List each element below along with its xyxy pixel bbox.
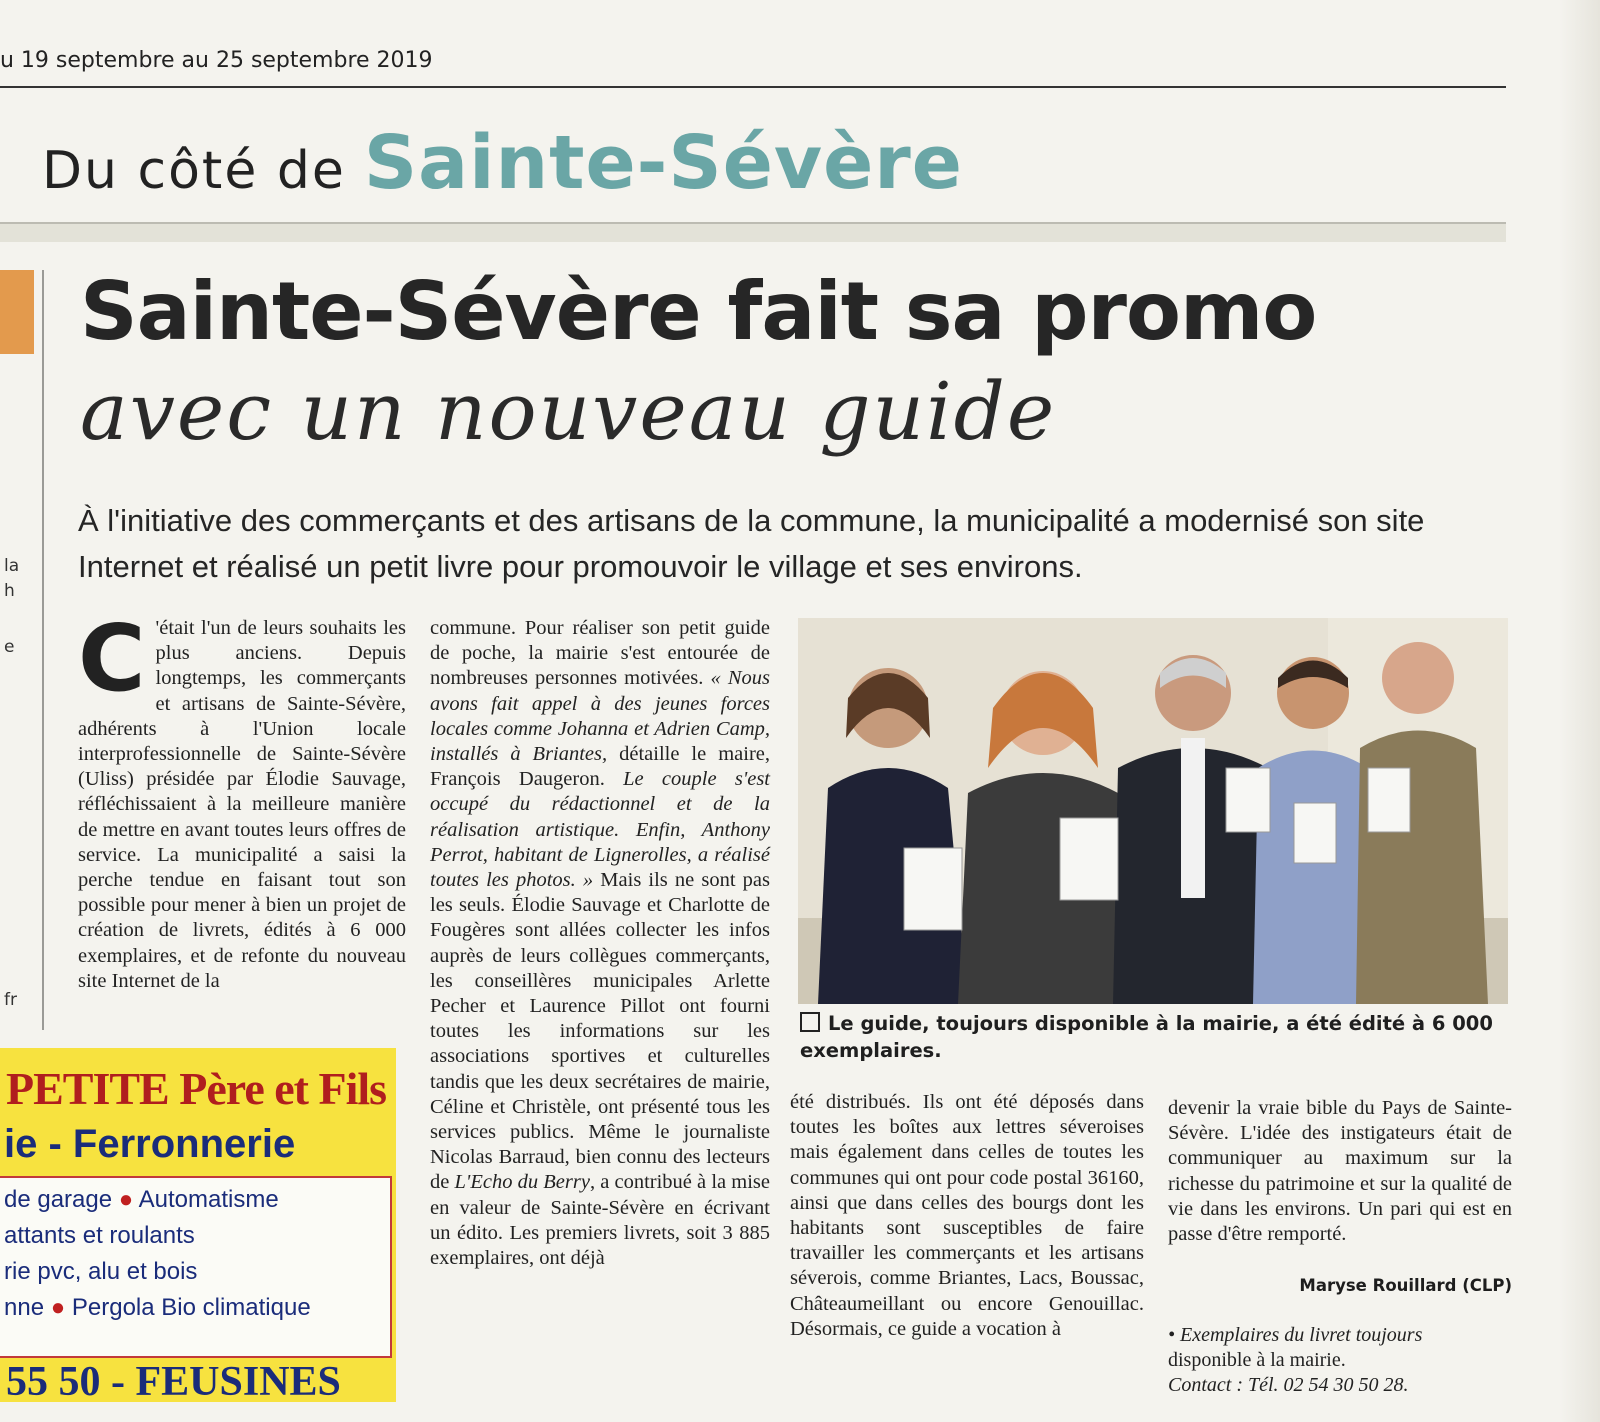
page-fold-shadow [1560, 0, 1600, 1422]
left-column-fragment: e [4, 637, 15, 657]
left-column-fragment: la [4, 556, 20, 576]
top-rule [0, 86, 1506, 88]
ad-phone-location: 55 50 - FEUSINES [6, 1359, 341, 1402]
contact-note [1168, 1323, 1518, 1398]
rubric-prefix: Du côté de [42, 141, 346, 201]
section-rubric [42, 120, 963, 206]
column-divider [42, 270, 44, 1030]
column-2-text-d: , a contribué à la mise en valeur de Sainte-Sévère en écrivant un édito. Les premiers livrets, soit 3 885 exemplaires, ont déjà [430, 1171, 770, 1270]
article-headline: Sainte-Sévère fait sa promo [80, 265, 1317, 358]
drop-cap: C [78, 605, 146, 712]
caption-text: Le guide, toujours disponible à la mairie, a été édité à 6 000 exemplaires. [800, 1012, 1493, 1062]
photo-caption [800, 1010, 1510, 1064]
advertisement [0, 1048, 396, 1402]
ad-service-line: attants et roulants [4, 1222, 195, 1249]
mayor-quote-a: « Nous avons fait appel à des jeunes forces locales comme Johanna et Adrien Camp, installés à Briantes, [430, 667, 771, 766]
article-column-2 [430, 616, 770, 1271]
article-column-1 [78, 605, 406, 994]
column-2-text-c: Mais ils ne sont pas les seuls. Élodie Sauvage et Charlotte de Fougères sont allées collecter les infos auprès de leurs collègues commerçants, les conseillères municipales Arlette Pecher et Laurence Pillot ont fourni toutes les informations sur les associations sportives et culturelles tandis que les deux secrétaires de mairie, Céline et Christèle, ont présenté tous les services publics. Même le journaliste Nicolas Barraud, bien connu des lecteurs de [430, 869, 771, 1194]
article-subhead: avec un nouveau guide [80, 365, 1057, 458]
section-band [0, 222, 1506, 242]
note-line-1: • Exemplaires du livret toujours [1168, 1324, 1423, 1346]
left-column-fragment: h [4, 581, 15, 601]
ad-service-line: de garage ● Automatisme [4, 1186, 279, 1213]
ad-company-name: PETITE Père et Fils [6, 1063, 387, 1114]
ad-activity: ie - Ferronnerie [4, 1122, 296, 1166]
author-signature: Maryse Rouillard (CLP) [1299, 1276, 1512, 1295]
ad-service-line: nne ● Pergola Bio climatique [4, 1294, 311, 1321]
group-photo [798, 618, 1508, 1004]
note-line-2: disponible à la mairie. [1168, 1349, 1346, 1371]
article-lead: À l'initiative des commerçants et des artisans de la commune, la municipalité a modernisé son site Internet et réalisé un petit livre pour promouvoir le village et ses environs. [78, 503, 1425, 584]
column-1-text: 'était l'un de leurs souhaits les plus anciens. Depuis longtemps, les commerçants et artisans de Sainte-Sévère, adhérents à l'Union locale interprofessionnelle de Sainte-Sévère (Uliss) présidée par Élodie Sauvage, réfléchissaient à la meilleure manière de mettre en avant toutes leurs offres de service. La municipalité a saisi la perche tendue en faisant tout son possible pour mener à bien un projet de création de livrets, édités à 6 000 exemplaires, et de refonte du nouveau site Internet de la [78, 617, 406, 992]
column-2-text-b: détaille le maire, François Daugeron. [430, 743, 770, 791]
column-2-text-a: commune. Pour réaliser son petit guide de poche, la mairie s'est entourée de nombreuses personnes motivées. [430, 617, 770, 690]
issue-date: u 19 septembre au 25 septembre 2019 [0, 48, 433, 73]
bullet-icon: ● [50, 1294, 66, 1321]
caption-arrow-icon [800, 1012, 820, 1032]
article-column-4: devenir la vraie bible du Pays de Sainte-Sévère. L'idée des instigateurs était de communiquer au maximum sur la richesse du patrimoine et sur la qualité de vie dans les environs. Un pari qui est en passe d'être remporté. [1168, 1097, 1512, 1246]
note-contact: Contact : Tél. 02 54 30 50 28. [1168, 1374, 1409, 1396]
mayor-quote-b: Le couple s'est occupé du rédactionnel et de la réalisation artistique. Enfin, Anthony Perrot, habitant de Lignerolles, a réalisé toutes les photos. » [430, 768, 770, 892]
newspaper-name: L'Echo du Berry [454, 1171, 590, 1194]
ad-services-box [0, 1176, 392, 1358]
ad-service-line: rie pvc, alu et bois [4, 1258, 198, 1285]
left-orange-strip [0, 270, 34, 354]
left-column-fragment: fr [4, 990, 17, 1010]
rubric-place: Sainte-Sévère [363, 120, 963, 206]
group-photo-illustration [798, 618, 1508, 1004]
bullet-icon: ● [118, 1186, 134, 1213]
article-column-3: été distribués. Ils ont été déposés dans toutes les boîtes aux lettres séveroises mais également dans celles de toutes les communes qui ont pour code postal 36160, ainsi que dans celles des bourgs dont les habitants sont susceptibles de faire travailler les commerçants et les artisans séverois, comme Briantes, Lacs, Boussac, Châteaumeillant ou encore Genouillac. Désormais, ce guide a vocation à [790, 1091, 1144, 1340]
